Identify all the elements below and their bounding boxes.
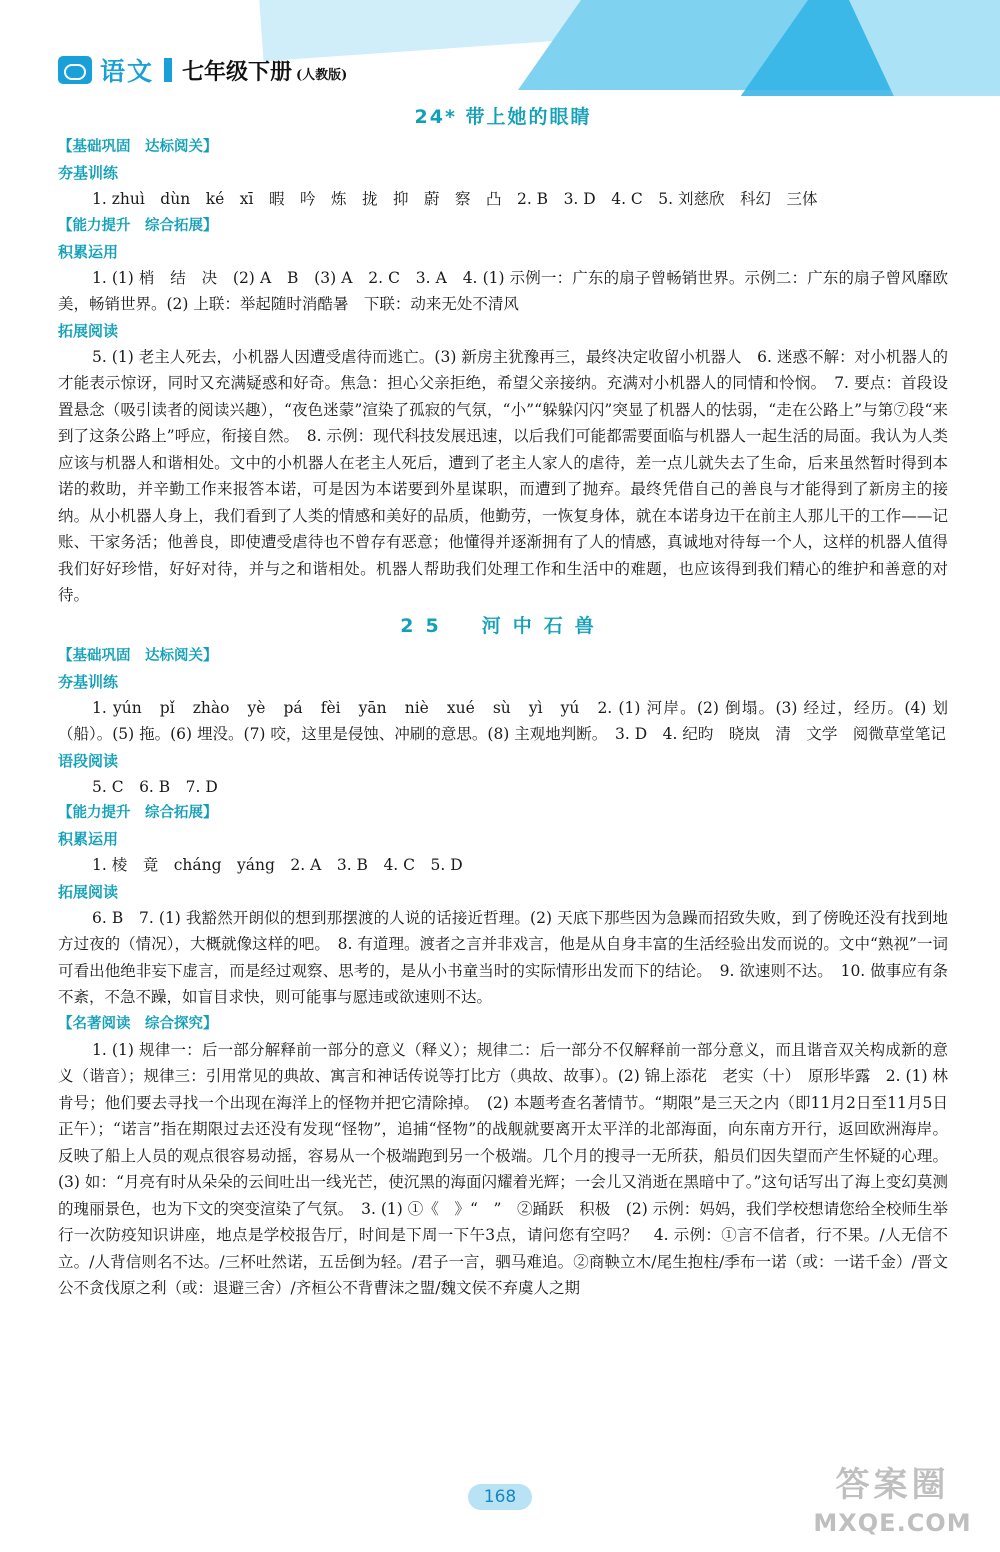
page-header	[58, 50, 347, 90]
answer-paragraph: 5. (1) 老主人死去，小机器人因遭受虐待而逃亡。(3) 新房主犹豫再三，最终决定收留小机器人 6. 迷惑不解：对小机器人的才能表示惊讶，同时又充满疑惑和好奇。焦急：担心父亲拒绝，希望父亲接纳。充满对小机器人的同情和怜悯。 7. 要点：首段设置悬念（吸引读者的阅读兴趣），“夜色迷蒙”渲染了孤寂的气氛，“小”“躲躲闪闪”突显了机器人的怯弱，“走在公路上”与第⑦段“来到了这条公路上”呼应，衔接自然。 8. 示例：现代科技发展迅速，以后我们可能都需要面临与机器人一起生活的局面。我认为人类应该与机器人和谐相处。文中的小机器人在老主人死后，遭到了老主人家人的虐待，差一点儿就失去了生命，后来虽然暂时得到本诺的救助，并辛勤工作来报答本诺，可是因为本诺要到外星谋职，而遭到了抛弃。最终凭借自己的善良与才能得到了新房主的接纳。从小机器人身上，我们看到了人类的情感和美好的品质，他勤劳，一恢复身体，就在本诺身边干在前主人那儿干的工作——记账、干家务活；他善良，即使遭受虐待也不曾存有恶意；他懂得并逐渐拥有了人的情感，真诚地对待每一个人，这样的机器人值得我们好好珍惜，好好对待，并与之和谐相处。机器人帮助我们处理工作和生活中的难题，也应该得到我们精心的维护和善意的对待。	[58, 347, 948, 604]
edition-label: (人教版)	[296, 67, 348, 83]
subsection-foundation: 夯基训练	[58, 672, 119, 691]
subsection-extended-reading: 拓展阅读	[58, 882, 119, 901]
subject-label: 语文	[100, 57, 155, 86]
header-divider	[164, 58, 172, 82]
subsection-foundation: 夯基训练	[58, 164, 119, 182]
lesson-24-title: 24* 带上她的眼睛	[414, 106, 592, 128]
answer-paragraph: 1. (1) 规律一：后一部分解释前一部分的意义（释义）；规律二：后一部分不仅解释前一部分意义，而且谐音双关构成新的意义（谐音）；规律三：引用常见的典故、寓言和神话传说等打比方（典故、故事）。(2) 锦上添花 老实（十） 原形毕露 2. (1) 林肯号；他们要去寻找一个出现在海洋上的怪物并把它清除掉。 (2) 本题考查名著情节。“期限”是三天之内（即11月2日至11月5日正午）；“诺言”指在期限过去还没有发现“怪物”，追捕“怪物”的战舰就要离开太平洋的北部海面，向东南方开行，返回欧洲海岸。反映了船上人员的观点很容易动摇，容易从一个极端跑到另一个极端。几个月的搜寻一无所获，船员们因失望而产生怀疑的心理。(3) 如：“月亮有时从朵朵的云间吐出一线光芒，使沉黑的海面闪耀着光辉；一会儿又消逝在黑暗中了。”这句话写出了海上变幻莫测的瑰丽景色，也为下文的突变渲染了气氛。 3. (1) ①《 》“ ” ②踊跃 积极 (2) 示例：妈妈，我们学校想请您给全校师生举行一次防疫知识讲座，地点是学校报告厅，时间是下周一下午3点，请问您有空吗？ 4. 示例：①言不信者，行不果。/人无信不立。/人背信则名不达。/三杯吐然诺，五岳倒为轻。/君子一言，驷马难追。②商鞅立木/尾生抱柱/季布一诺（或：一诺千金）/晋文公不贪伐原之利（或：退避三舍）/齐桓公不背曹沫之盟/魏文侯不弃虞人之期	[58, 1040, 948, 1297]
section-advanced: 【能力提升 综合拓展】	[58, 217, 218, 234]
answer-content	[58, 100, 948, 1302]
section-basic: 【基础巩固 达标阅关】	[58, 139, 218, 155]
watermark-url: MXQE.COM	[813, 1509, 972, 1537]
page-number: 168	[468, 1484, 532, 1510]
subsection-extended-reading: 拓展阅读	[58, 321, 119, 340]
subsection-accumulation: 积累运用	[58, 242, 119, 261]
book-icon	[58, 56, 92, 84]
answer-paragraph: 1. (1) 梢 结 决 (2) A B (3) A 2. C 3. A 4. (1) 示例一：广东的扇子曾畅销世界。示例二：广东的扇子曾风靡欧美，畅销世界。(2) 上联：举起随时消酷暑 下联：动来无处不清风	[58, 268, 948, 313]
subsection-passage-reading: 语段阅读	[58, 751, 119, 770]
section-advanced: 【能力提升 综合拓展】	[58, 805, 218, 821]
section-basic: 【基础巩固 达标阅关】	[58, 647, 218, 664]
answer-paragraph: 1. 棱 竟 cháng yáng 2. A 3. B 4. C 5. D	[92, 856, 463, 874]
answer-paragraph: 5. C 6. B 7. D	[92, 777, 218, 796]
watermark	[800, 1462, 985, 1546]
subsection-accumulation: 积累运用	[58, 830, 119, 848]
answer-paragraph: 1. yún pǐ zhào yè pá fèi yān niè xué sù yì yú 2. (1) 河岸。(2) 倒塌。(3) 经过，经历。(4) 划（船）。(5) 拖。(6) 埋没。(7) 咬，这里是侵蚀、冲刷的意思。(8) 主观地判断。 3. D 4. 纪昀 晓岚 清 文学 阅微草堂笔记	[58, 698, 948, 743]
answer-paragraph: 6. B 7. (1) 我豁然开朗似的想到那摆渡的人说的话接近哲理。(2) 天底下那些因为急躁而招致失败，到了傍晚还没有找到地方过夜的（情况），大概就像这样的吧。 8. 有道理。渡者之言并非戏言，他是从自身丰富的生活经验出发而说的。文中“熟视”一词可看出他绝非妄下虚言，而是经过观察、思考的，是从小书童当时的实际情形出发而下的结论。 9. 欲速则不达。 10. 做事应有条不紊，不急不躁，如盲目求快，则可能事与愿违或欲速则不达。	[58, 908, 948, 1006]
lesson-25-title: 25 河中石兽	[400, 614, 606, 637]
answer-paragraph: 1. zhuì dùn ké xī 暇 吟 炼 拢 抑 蔚 察 凸 2. B 3. D 4. C 5. 刘慈欣 科幻 三体	[92, 190, 818, 208]
section-classics: 【名著阅读 综合探究】	[58, 1015, 218, 1032]
watermark-logo-text: 答案圈	[835, 1465, 950, 1505]
grade-label: 七年级下册	[182, 58, 293, 85]
